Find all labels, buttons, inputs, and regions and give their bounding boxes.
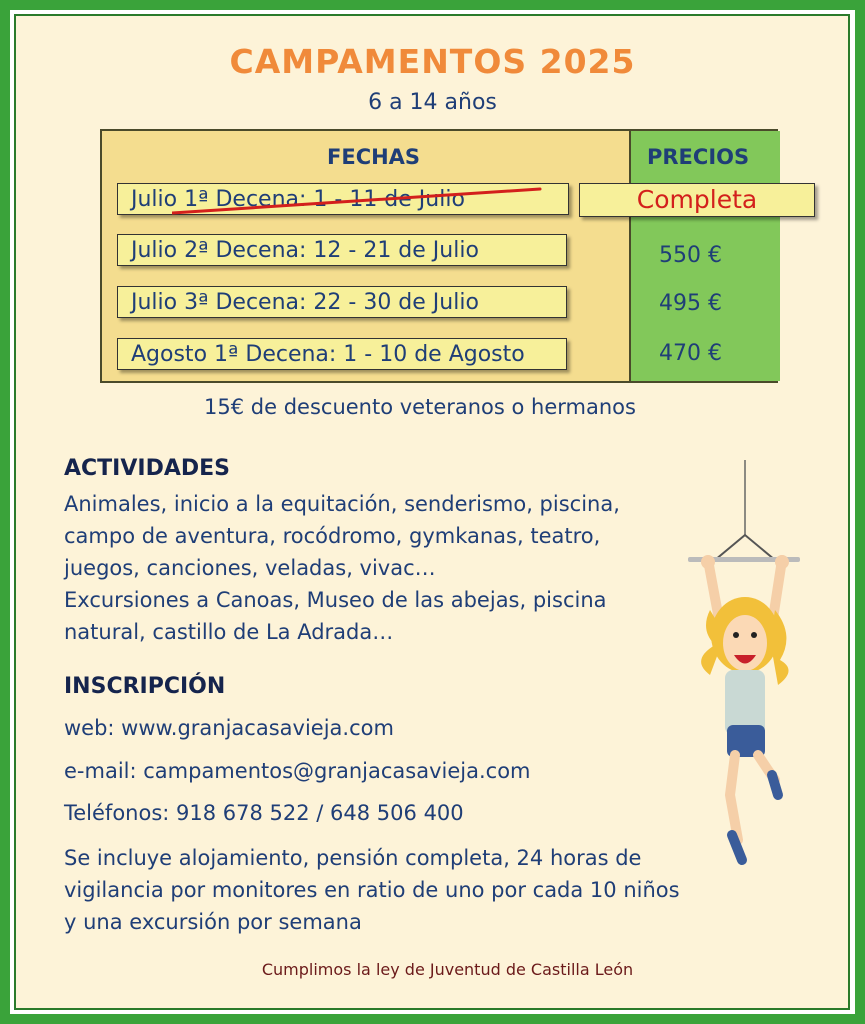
price-julio-3: 495 € — [659, 291, 722, 316]
date-row-julio-2: Julio 2ª Decena: 12 - 21 de Julio — [117, 234, 567, 266]
web-link[interactable]: web: www.granjacasavieja.com — [64, 716, 394, 740]
included-line: y una excursión por semana — [64, 910, 362, 934]
page-title: CAMPAMENTOS 2025 — [229, 42, 636, 81]
phone-numbers[interactable]: Teléfonos: 918 678 522 / 648 506 400 — [64, 801, 464, 825]
date-row-agosto-1: Agosto 1ª Decena: 1 - 10 de Agosto — [117, 338, 567, 370]
actividades-line: juegos, canciones, veladas, vivac… — [64, 556, 436, 580]
email-link[interactable]: e-mail: campamentos@granjacasavieja.com — [64, 759, 531, 783]
actividades-line: Animales, inicio a la equitación, senderismo, piscina, — [64, 492, 620, 516]
strike-line — [172, 185, 547, 215]
girl-on-trapeze-illustration — [680, 460, 820, 880]
included-line: Se incluye alojamiento, pensión completa, 24 horas de — [64, 846, 642, 870]
age-range: 6 a 14 años — [368, 90, 497, 115]
included-text — [64, 842, 680, 938]
date-row-julio-1: Julio 1ª Decena: 1 - 11 de Julio — [117, 183, 569, 215]
actividades-line: natural, castillo de La Adrada… — [64, 620, 394, 644]
actividades-title: ACTIVIDADES — [64, 456, 230, 481]
price-agosto-1: 470 € — [659, 341, 722, 366]
actividades-line: Excursiones a Canoas, Museo de las abejas, piscina — [64, 588, 607, 612]
included-line: vigilancia por monitores en ratio de uno por cada 10 niños — [64, 878, 680, 902]
law-footer: Cumplimos la ley de Juventud de Castilla León — [261, 960, 634, 979]
discount-note: 15€ de descuento veteranos o hermanos — [204, 395, 636, 419]
actividades-text — [64, 488, 620, 648]
fechas-header: FECHAS — [327, 145, 421, 169]
precios-header: PRECIOS — [647, 145, 750, 169]
price-julio-2: 550 € — [659, 243, 722, 268]
date-row-julio-3: Julio 3ª Decena: 22 - 30 de Julio — [117, 286, 567, 318]
inscripcion-title: INSCRIPCIÓN — [64, 674, 226, 699]
actividades-line: campo de aventura, rocódromo, gymkanas, teatro, — [64, 524, 601, 548]
completa-badge: Completa — [579, 183, 815, 217]
dates-prices-table — [100, 129, 778, 383]
